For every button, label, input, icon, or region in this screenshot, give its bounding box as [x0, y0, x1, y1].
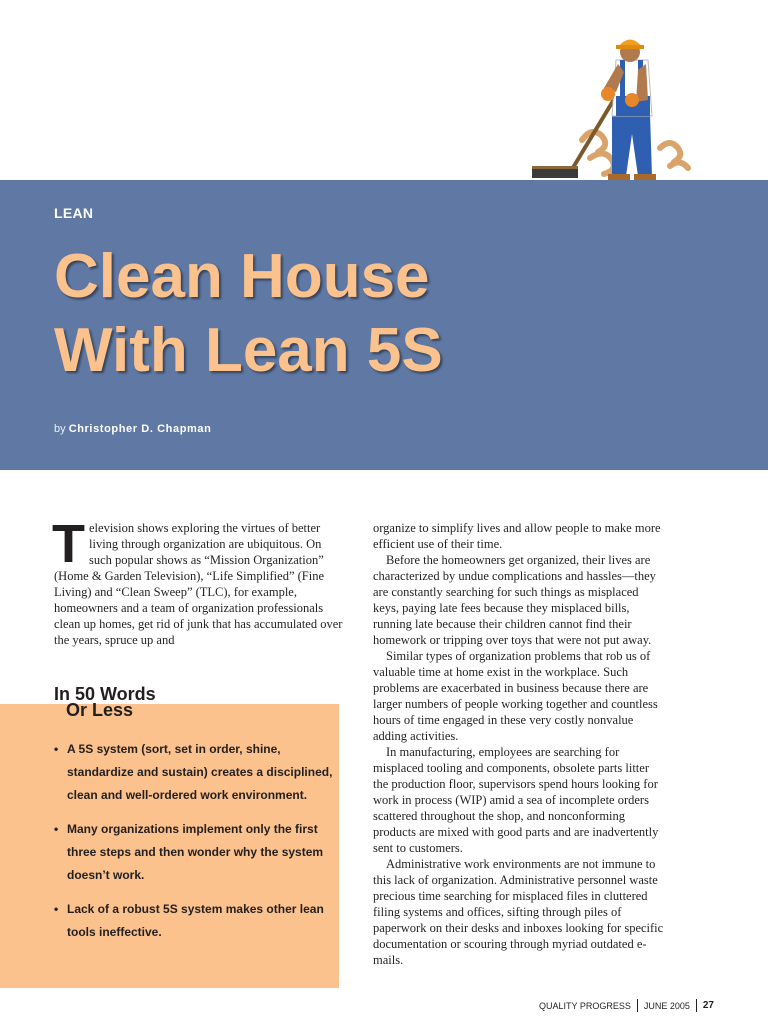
section-label: LEAN [54, 205, 94, 221]
bullet-icon: • [54, 822, 59, 836]
sidebar-item-text: A 5S system (sort, set in order, shine, standardize and sustain) creates a disciplined, clean and well-ordered work environment. [67, 742, 333, 802]
sidebar-title [54, 686, 156, 718]
article-column-2 [373, 520, 665, 968]
sidebar-title-line-1: In 50 Words [54, 684, 156, 704]
article-paragraph: elevision shows exploring the virtues of better living through organization are ubiquitous. On such popular shows as “Mission Organization” (Home & Garden Television), “Life Simplified” (Fine Living) and “Clean Sweep” (TLC), for example, homeowners and a team of organization professionals clean up homes, get rid of junk that has accumulated over the years, spruce up and [54, 521, 343, 647]
sidebar-list [54, 738, 336, 955]
article-column-1 [52, 514, 344, 648]
issue-date: JUNE 2005 [643, 1000, 690, 1011]
article-title [54, 240, 443, 388]
sidebar-item-text: Lack of a robust 5S system makes other lean tools ineffective. [67, 902, 324, 939]
article-paragraph: Similar types of organization problems that rob us of valuable time at home exist in the workplace. Such problems are exacerbated in business because there are larger numbers of people working together and countless hours of time engaged in these very costly nonvalue adding activities. [373, 649, 658, 743]
sidebar-item [54, 738, 336, 807]
sidebar-item-text: Many organizations implement only the first three steps and then wonder why the system doesn’t work. [67, 822, 324, 882]
article-paragraph: Administrative work environments are not immune to this lack of organization. Administrative personnel waste precious time searching for misplaced files in cluttered filing systems and offices, sifting through piles of paperwork on their desks and inboxes looking for specific documentation or scouring through myriad outdated e-mails. [373, 857, 664, 967]
article-paragraph: In manufacturing, employees are searching for misplaced tooling and components, obsolete parts litter the production floor, supervisors spend hours looking for work in process (WIP) amid a sea of incomplete orders scattered throughout the shop, and nonconforming products are mixed with good parts and are inadvertently sent to customers. [373, 745, 659, 855]
byline-prefix: by [54, 423, 66, 435]
sweeping-worker-illustration [520, 30, 720, 182]
title-line-1: Clean House [54, 242, 430, 311]
drop-cap: T [52, 514, 85, 574]
page-number: 27 [702, 1000, 714, 1011]
author-name: Christopher D. Chapman [68, 423, 212, 435]
bullet-icon: • [54, 742, 59, 756]
sidebar-item [54, 898, 336, 944]
publication-name: QUALITY PROGRESS [538, 1000, 631, 1011]
article-paragraph: organize to simplify lives and allow people to make more efficient use of their time. [373, 521, 661, 551]
sidebar-item [54, 818, 336, 887]
sidebar-title-line-2: Or Less [66, 700, 134, 720]
footer-divider [696, 999, 697, 1012]
bullet-icon: • [54, 902, 59, 916]
article-paragraph: Before the homeowners get organized, their lives are characterized by undue complications and hassles—they are constantly searching for such things as misplaced keys, paying late fees because they misplaced bills, running late because their children cannot find their homework or tripping over toys that were not put away. [373, 553, 656, 647]
footer-divider [637, 999, 638, 1012]
page-footer [539, 999, 714, 1012]
byline [54, 423, 211, 435]
title-line-2: With Lean 5S [54, 316, 443, 385]
